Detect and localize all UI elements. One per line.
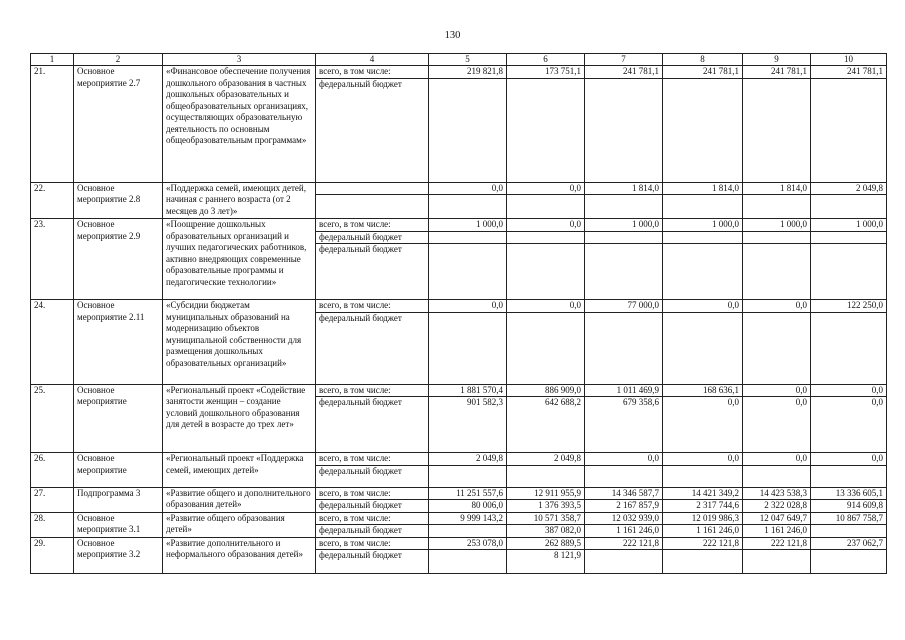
value-cell: 222 121,8 — [585, 537, 663, 550]
value-cell: 2 049,8 — [429, 453, 507, 466]
value-cell — [811, 550, 887, 574]
value-cell: 0,0 — [585, 453, 663, 466]
column-number: 10 — [811, 54, 887, 66]
value-cell: 1 000,0 — [663, 219, 743, 232]
table-row — [31, 66, 887, 79]
value-cell — [507, 195, 585, 219]
value-cell — [585, 231, 663, 244]
value-cell — [743, 244, 811, 300]
table-row — [31, 300, 887, 313]
value-cell — [663, 78, 743, 182]
value-cell: 0,0 — [663, 397, 743, 453]
value-cell: 0,0 — [663, 300, 743, 313]
value-cell — [663, 195, 743, 219]
value-cell: 241 781,1 — [743, 66, 811, 79]
value-cell: 14 423 538,3 — [743, 487, 811, 500]
value-cell: 11 251 557,6 — [429, 487, 507, 500]
row-type: Основное мероприятие 3.2 — [74, 537, 163, 574]
value-cell — [811, 78, 887, 182]
row-type: Основное мероприятие 3.1 — [74, 512, 163, 537]
row-number: 23. — [31, 219, 74, 300]
row-type: Основное мероприятие — [74, 453, 163, 488]
value-cell — [585, 244, 663, 300]
value-cell: 241 781,1 — [663, 66, 743, 79]
value-cell — [429, 244, 507, 300]
row-type: Основное мероприятие — [74, 384, 163, 453]
value-cell: 8 121,9 — [507, 550, 585, 574]
value-cell: 387 082,0 — [507, 525, 585, 538]
value-cell: 14 346 587,7 — [585, 487, 663, 500]
value-cell — [663, 550, 743, 574]
value-cell — [663, 244, 743, 300]
value-cell: 80 006,0 — [429, 500, 507, 513]
value-cell: 12 032 939,0 — [585, 512, 663, 525]
row-name: «Поощрение дошкольных образовательных организаций и лучших педагогических работников, активно внедряющих современные образовательные программы и педагогические технологии» — [163, 219, 316, 300]
value-cell: 262 889,5 — [507, 537, 585, 550]
table-row — [31, 219, 887, 232]
funding-source: федеральный бюджет — [316, 550, 429, 574]
value-cell: 1 000,0 — [743, 219, 811, 232]
funding-source: всего, в том числе: — [316, 487, 429, 500]
value-cell: 642 688,2 — [507, 397, 585, 453]
value-cell: 0,0 — [811, 397, 887, 453]
value-cell: 1 881 570,4 — [429, 384, 507, 397]
value-cell: 253 078,0 — [429, 537, 507, 550]
value-cell: 14 421 349,2 — [663, 487, 743, 500]
value-cell: 886 909,0 — [507, 384, 585, 397]
column-number: 5 — [429, 54, 507, 66]
row-type: Основное мероприятие 2.8 — [74, 182, 163, 219]
value-cell: 1 376 393,5 — [507, 500, 585, 513]
value-cell: 1 161 246,0 — [585, 525, 663, 538]
column-number: 3 — [163, 54, 316, 66]
page-number: 130 — [444, 30, 461, 41]
column-number: 4 — [316, 54, 429, 66]
budget-table — [30, 53, 887, 574]
funding-source: федеральный бюджет — [316, 525, 429, 538]
value-cell — [811, 312, 887, 384]
value-cell: 241 781,1 — [585, 66, 663, 79]
row-type: Основное мероприятие 2.9 — [74, 219, 163, 300]
column-number: 1 — [31, 54, 74, 66]
table-row — [31, 512, 887, 525]
value-cell: 12 019 986,3 — [663, 512, 743, 525]
row-name: «Развитие общего образования детей» — [163, 512, 316, 537]
value-cell: 679 358,6 — [585, 397, 663, 453]
row-number: 29. — [31, 537, 74, 574]
row-type: Основное мероприятие 2.11 — [74, 300, 163, 385]
value-cell — [507, 244, 585, 300]
funding-source — [316, 195, 429, 219]
value-cell — [663, 465, 743, 487]
value-cell: 173 751,1 — [507, 66, 585, 79]
table-row — [31, 487, 887, 500]
funding-source: федеральный бюджет — [316, 312, 429, 384]
value-cell — [429, 78, 507, 182]
value-cell — [507, 78, 585, 182]
value-cell: 12 911 955,9 — [507, 487, 585, 500]
value-cell: 9 999 143,2 — [429, 512, 507, 525]
value-cell: 1 161 246,0 — [743, 525, 811, 538]
value-cell: 10 571 358,7 — [507, 512, 585, 525]
row-name: «Финансовое обеспечение получения дошкольного образования в частных дошкольных образовательных и общеобразовательных организациях, осуществляющих образовательную деятельность по основным общеобразовательным программам» — [163, 66, 316, 183]
row-name: «Региональный проект «Содействие занятости женщин – создание условий дошкольного образования для детей в возрасте до трех лет» — [163, 384, 316, 453]
value-cell: 0,0 — [429, 300, 507, 313]
funding-source: всего, в том числе: — [316, 453, 429, 466]
value-cell — [585, 312, 663, 384]
value-cell: 0,0 — [811, 384, 887, 397]
value-cell: 168 636,1 — [663, 384, 743, 397]
value-cell: 1 814,0 — [663, 182, 743, 195]
table-row — [31, 384, 887, 397]
funding-source: федеральный бюджет — [316, 500, 429, 513]
funding-source: федеральный бюджет — [316, 397, 429, 453]
value-cell: 77 000,0 — [585, 300, 663, 313]
row-number: 21. — [31, 66, 74, 183]
value-cell — [811, 525, 887, 538]
funding-source: федеральный бюджет — [316, 231, 429, 244]
column-number: 8 — [663, 54, 743, 66]
value-cell: 0,0 — [507, 219, 585, 232]
value-cell — [811, 231, 887, 244]
row-number: 25. — [31, 384, 74, 453]
value-cell — [585, 78, 663, 182]
row-name: «Развитие дополнительного и неформального образования детей» — [163, 537, 316, 574]
column-number: 7 — [585, 54, 663, 66]
row-number: 28. — [31, 512, 74, 537]
value-cell: 241 781,1 — [811, 66, 887, 79]
row-number: 24. — [31, 300, 74, 385]
value-cell — [663, 231, 743, 244]
value-cell — [429, 465, 507, 487]
value-cell: 122 250,0 — [811, 300, 887, 313]
value-cell: 0,0 — [743, 397, 811, 453]
funding-source: всего, в том числе: — [316, 66, 429, 79]
row-name: «Субсидии бюджетам муниципальных образований на модернизацию объектов муниципальной собственности для размещения дошкольных образовательных организаций» — [163, 300, 316, 385]
funding-source: всего, в том числе: — [316, 537, 429, 550]
table-row — [31, 537, 887, 550]
value-cell — [507, 465, 585, 487]
column-number: 2 — [74, 54, 163, 66]
value-cell — [429, 231, 507, 244]
value-cell: 2 049,8 — [507, 453, 585, 466]
value-cell — [429, 195, 507, 219]
value-cell — [507, 312, 585, 384]
value-cell: 12 047 649,7 — [743, 512, 811, 525]
funding-source: всего, в том числе: — [316, 512, 429, 525]
value-cell — [585, 550, 663, 574]
value-cell — [663, 312, 743, 384]
value-cell — [743, 78, 811, 182]
value-cell: 0,0 — [663, 453, 743, 466]
value-cell — [585, 195, 663, 219]
value-cell — [743, 231, 811, 244]
row-type: Основное мероприятие 2.7 — [74, 66, 163, 183]
funding-source: федеральный бюджет — [316, 78, 429, 182]
value-cell: 2 049,8 — [811, 182, 887, 195]
value-cell: 0,0 — [507, 182, 585, 195]
value-cell: 1 161 246,0 — [663, 525, 743, 538]
table-row — [31, 182, 887, 195]
value-cell: 10 867 758,7 — [811, 512, 887, 525]
value-cell — [811, 244, 887, 300]
value-cell: 1 000,0 — [585, 219, 663, 232]
value-cell — [811, 465, 887, 487]
value-cell — [743, 550, 811, 574]
value-cell — [429, 550, 507, 574]
value-cell — [811, 195, 887, 219]
value-cell: 0,0 — [743, 384, 811, 397]
funding-source: всего, в том числе: — [316, 219, 429, 232]
value-cell: 2 317 744,6 — [663, 500, 743, 513]
table-header-row — [31, 54, 887, 66]
value-cell: 0,0 — [429, 182, 507, 195]
value-cell: 0,0 — [743, 300, 811, 313]
value-cell — [429, 525, 507, 538]
row-name: «Региональный проект «Поддержка семей, имеющих детей» — [163, 453, 316, 488]
row-number: 26. — [31, 453, 74, 488]
value-cell — [585, 465, 663, 487]
value-cell: 222 121,8 — [663, 537, 743, 550]
value-cell: 222 121,8 — [743, 537, 811, 550]
value-cell: 2 167 857,9 — [585, 500, 663, 513]
value-cell: 0,0 — [507, 300, 585, 313]
funding-source: федеральный бюджет — [316, 244, 429, 300]
value-cell — [743, 465, 811, 487]
value-cell: 2 322 028,8 — [743, 500, 811, 513]
column-number: 9 — [743, 54, 811, 66]
row-number: 27. — [31, 487, 74, 512]
row-type: Подпрограмма 3 — [74, 487, 163, 512]
value-cell — [507, 231, 585, 244]
value-cell: 914 609,8 — [811, 500, 887, 513]
value-cell: 1 814,0 — [743, 182, 811, 195]
funding-source — [316, 182, 429, 195]
value-cell: 237 062,7 — [811, 537, 887, 550]
row-name: «Поддержка семей, имеющих детей, начиная с раннего возраста (от 2 месяцев до 3 лет)» — [163, 182, 316, 219]
row-name: «Развитие общего и дополнительного образования детей» — [163, 487, 316, 512]
value-cell: 219 821,8 — [429, 66, 507, 79]
value-cell: 1 814,0 — [585, 182, 663, 195]
value-cell: 0,0 — [811, 453, 887, 466]
value-cell — [429, 312, 507, 384]
value-cell: 1 011 469,9 — [585, 384, 663, 397]
value-cell: 1 000,0 — [429, 219, 507, 232]
funding-source: всего, в том числе: — [316, 300, 429, 313]
funding-source: всего, в том числе: — [316, 384, 429, 397]
value-cell: 901 582,3 — [429, 397, 507, 453]
value-cell: 13 336 605,1 — [811, 487, 887, 500]
value-cell — [743, 312, 811, 384]
value-cell: 0,0 — [743, 453, 811, 466]
value-cell — [743, 195, 811, 219]
value-cell: 1 000,0 — [811, 219, 887, 232]
table-row — [31, 453, 887, 466]
funding-source: федеральный бюджет — [316, 465, 429, 487]
column-number: 6 — [507, 54, 585, 66]
row-number: 22. — [31, 182, 74, 219]
